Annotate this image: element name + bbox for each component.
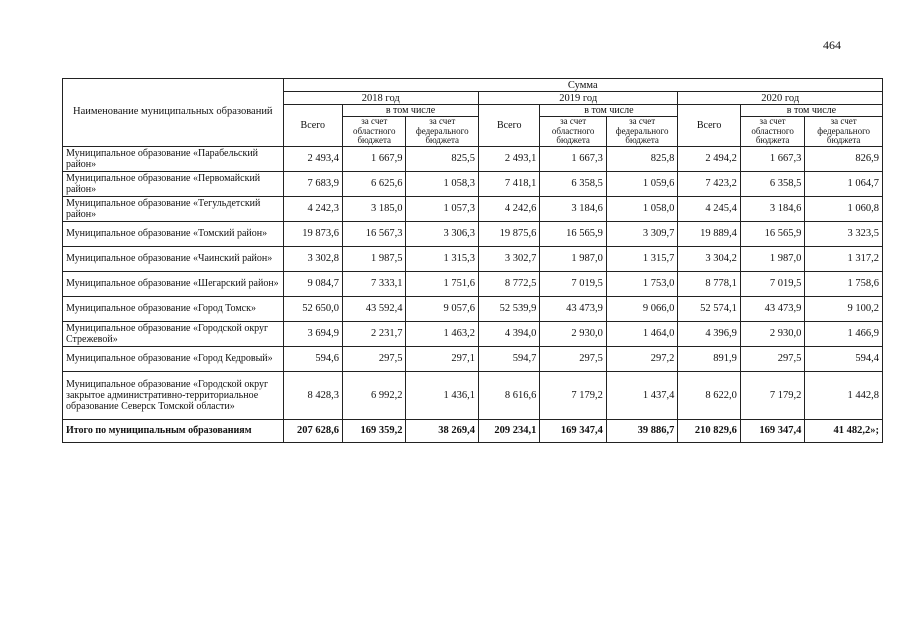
cell-2018-regional: 43 592,4 bbox=[343, 296, 406, 321]
cell-2018-regional: 1 987,5 bbox=[343, 246, 406, 271]
cell-2020-regional: 1 987,0 bbox=[740, 246, 804, 271]
cell-2019-total: 52 539,9 bbox=[478, 296, 539, 321]
cell-2018-federal: 1 436,1 bbox=[406, 371, 479, 419]
cell-2020-total: 8 778,1 bbox=[678, 271, 740, 296]
total-2018-regional: 169 359,2 bbox=[343, 419, 406, 442]
cell-2019-total: 2 493,1 bbox=[478, 146, 539, 171]
cell-2020-total: 52 574,1 bbox=[678, 296, 740, 321]
including-header: в том числе bbox=[740, 105, 882, 117]
municipality-name: Муниципальное образование «Чаинский район» bbox=[63, 246, 284, 271]
cell-2019-total: 4 394,0 bbox=[478, 321, 539, 346]
table-row bbox=[63, 146, 883, 171]
cell-2019-total: 8 616,6 bbox=[478, 371, 539, 419]
cell-2019-regional: 43 473,9 bbox=[540, 296, 606, 321]
cell-2018-federal: 1 058,3 bbox=[406, 171, 479, 196]
total-2018-total: 207 628,6 bbox=[283, 419, 342, 442]
cell-2019-total: 3 302,7 bbox=[478, 246, 539, 271]
total-header: Всего bbox=[283, 105, 342, 147]
cell-2020-regional: 7 179,2 bbox=[740, 371, 804, 419]
cell-2020-regional: 7 019,5 bbox=[740, 271, 804, 296]
cell-2019-regional: 7 179,2 bbox=[540, 371, 606, 419]
cell-2020-regional: 43 473,9 bbox=[740, 296, 804, 321]
cell-2018-total: 594,6 bbox=[283, 346, 342, 371]
including-header: в том числе bbox=[540, 105, 678, 117]
cell-2018-regional: 6 992,2 bbox=[343, 371, 406, 419]
cell-2019-regional: 1 667,3 bbox=[540, 146, 606, 171]
cell-2018-federal: 3 306,3 bbox=[406, 221, 479, 246]
budget-table bbox=[62, 78, 883, 443]
cell-2020-federal: 1 442,8 bbox=[805, 371, 883, 419]
federal-budget-header: за счет федерального бюджета bbox=[606, 117, 678, 147]
page-number: 464 bbox=[823, 38, 841, 52]
cell-2020-federal: 1 060,8 bbox=[805, 196, 883, 221]
cell-2020-regional: 1 667,3 bbox=[740, 146, 804, 171]
regional-budget-header: за счет областного бюджета bbox=[343, 117, 406, 147]
municipality-name: Муниципальное образование «Первомайский район» bbox=[63, 171, 284, 196]
cell-2019-regional: 6 358,5 bbox=[540, 171, 606, 196]
cell-2020-regional: 3 184,6 bbox=[740, 196, 804, 221]
cell-2018-total: 9 084,7 bbox=[283, 271, 342, 296]
municipality-name: Муниципальное образование «Городской округ Стрежевой» bbox=[63, 321, 284, 346]
total-row bbox=[63, 419, 883, 442]
total-header: Всего bbox=[678, 105, 740, 147]
cell-2020-federal: 1 317,2 bbox=[805, 246, 883, 271]
cell-2019-federal: 297,2 bbox=[606, 346, 678, 371]
cell-2018-federal: 1 057,3 bbox=[406, 196, 479, 221]
cell-2020-regional: 297,5 bbox=[740, 346, 804, 371]
table-row bbox=[63, 221, 883, 246]
cell-2020-regional: 16 565,9 bbox=[740, 221, 804, 246]
cell-2019-federal: 3 309,7 bbox=[606, 221, 678, 246]
table-row bbox=[63, 321, 883, 346]
cell-2019-regional: 297,5 bbox=[540, 346, 606, 371]
cell-2018-total: 3 302,8 bbox=[283, 246, 342, 271]
cell-2018-total: 4 242,3 bbox=[283, 196, 342, 221]
cell-2019-total: 7 418,1 bbox=[478, 171, 539, 196]
cell-2020-total: 3 304,2 bbox=[678, 246, 740, 271]
total-2020-regional: 169 347,4 bbox=[740, 419, 804, 442]
table-row bbox=[63, 196, 883, 221]
cell-2018-regional: 1 667,9 bbox=[343, 146, 406, 171]
cell-2019-federal: 1 464,0 bbox=[606, 321, 678, 346]
municipality-name: Муниципальное образование «Шегарский район» bbox=[63, 271, 284, 296]
municipality-name: Муниципальное образование «Город Томск» bbox=[63, 296, 284, 321]
cell-2019-regional: 3 184,6 bbox=[540, 196, 606, 221]
municipality-name: Муниципальное образование «Парабельский район» bbox=[63, 146, 284, 171]
table-row bbox=[63, 346, 883, 371]
cell-2018-regional: 297,5 bbox=[343, 346, 406, 371]
cell-2019-total: 594,7 bbox=[478, 346, 539, 371]
cell-2020-total: 891,9 bbox=[678, 346, 740, 371]
cell-2018-total: 19 873,6 bbox=[283, 221, 342, 246]
cell-2019-federal: 1 437,4 bbox=[606, 371, 678, 419]
municipality-name: Муниципальное образование «Городской округ закрытое административно-территориальное образование Северск Томской области» bbox=[63, 371, 284, 419]
cell-2018-federal: 9 057,6 bbox=[406, 296, 479, 321]
cell-2020-total: 2 494,2 bbox=[678, 146, 740, 171]
cell-2018-regional: 7 333,1 bbox=[343, 271, 406, 296]
cell-2018-regional: 2 231,7 bbox=[343, 321, 406, 346]
cell-2019-total: 8 772,5 bbox=[478, 271, 539, 296]
cell-2020-federal: 1 466,9 bbox=[805, 321, 883, 346]
total-2020-federal: 41 482,2»; bbox=[805, 419, 883, 442]
cell-2020-federal: 1 758,6 bbox=[805, 271, 883, 296]
cell-2019-total: 4 242,6 bbox=[478, 196, 539, 221]
total-2019-total: 209 234,1 bbox=[478, 419, 539, 442]
cell-2020-regional: 6 358,5 bbox=[740, 171, 804, 196]
year-header-2020: 2020 год bbox=[678, 92, 883, 105]
table-row bbox=[63, 296, 883, 321]
regional-budget-header: за счет областного бюджета bbox=[740, 117, 804, 147]
municipality-name: Муниципальное образование «Томский район» bbox=[63, 221, 284, 246]
municipality-name: Муниципальное образование «Город Кедровый» bbox=[63, 346, 284, 371]
cell-2019-federal: 1 059,6 bbox=[606, 171, 678, 196]
cell-2019-regional: 1 987,0 bbox=[540, 246, 606, 271]
cell-2019-regional: 16 565,9 bbox=[540, 221, 606, 246]
cell-2020-total: 4 396,9 bbox=[678, 321, 740, 346]
cell-2020-federal: 826,9 bbox=[805, 146, 883, 171]
municipality-name: Муниципальное образование «Тегульдетский район» bbox=[63, 196, 284, 221]
cell-2020-total: 8 622,0 bbox=[678, 371, 740, 419]
cell-2020-regional: 2 930,0 bbox=[740, 321, 804, 346]
table-row bbox=[63, 371, 883, 419]
cell-2020-total: 19 889,4 bbox=[678, 221, 740, 246]
cell-2019-federal: 1 058,0 bbox=[606, 196, 678, 221]
year-header-2018: 2018 год bbox=[283, 92, 478, 105]
cell-2019-federal: 1 753,0 bbox=[606, 271, 678, 296]
table-row bbox=[63, 271, 883, 296]
column-header-name: Наименование муниципальных образований bbox=[63, 79, 284, 147]
cell-2018-total: 2 493,4 bbox=[283, 146, 342, 171]
year-header-2019: 2019 год bbox=[478, 92, 677, 105]
cell-2018-federal: 297,1 bbox=[406, 346, 479, 371]
federal-budget-header: за счет федерального бюджета bbox=[805, 117, 883, 147]
cell-2018-regional: 3 185,0 bbox=[343, 196, 406, 221]
cell-2018-total: 3 694,9 bbox=[283, 321, 342, 346]
table-row bbox=[63, 246, 883, 271]
cell-2018-regional: 16 567,3 bbox=[343, 221, 406, 246]
cell-2018-total: 52 650,0 bbox=[283, 296, 342, 321]
cell-2018-total: 8 428,3 bbox=[283, 371, 342, 419]
total-header: Всего bbox=[478, 105, 539, 147]
cell-2019-regional: 2 930,0 bbox=[540, 321, 606, 346]
column-header-sum: Сумма bbox=[283, 79, 882, 92]
cell-2018-federal: 1 463,2 bbox=[406, 321, 479, 346]
table-row bbox=[63, 171, 883, 196]
cell-2020-federal: 594,4 bbox=[805, 346, 883, 371]
total-2019-regional: 169 347,4 bbox=[540, 419, 606, 442]
cell-2018-total: 7 683,9 bbox=[283, 171, 342, 196]
total-2018-federal: 38 269,4 bbox=[406, 419, 479, 442]
cell-2019-federal: 9 066,0 bbox=[606, 296, 678, 321]
cell-2018-regional: 6 625,6 bbox=[343, 171, 406, 196]
total-2019-federal: 39 886,7 bbox=[606, 419, 678, 442]
cell-2019-federal: 1 315,7 bbox=[606, 246, 678, 271]
cell-2018-federal: 1 315,3 bbox=[406, 246, 479, 271]
cell-2018-federal: 1 751,6 bbox=[406, 271, 479, 296]
cell-2020-total: 7 423,2 bbox=[678, 171, 740, 196]
cell-2020-federal: 9 100,2 bbox=[805, 296, 883, 321]
including-header: в том числе bbox=[343, 105, 479, 117]
federal-budget-header: за счет федерального бюджета bbox=[406, 117, 479, 147]
cell-2020-federal: 1 064,7 bbox=[805, 171, 883, 196]
cell-2020-total: 4 245,4 bbox=[678, 196, 740, 221]
cell-2019-regional: 7 019,5 bbox=[540, 271, 606, 296]
cell-2019-total: 19 875,6 bbox=[478, 221, 539, 246]
regional-budget-header: за счет областного бюджета bbox=[540, 117, 606, 147]
total-2020-total: 210 829,6 bbox=[678, 419, 740, 442]
cell-2020-federal: 3 323,5 bbox=[805, 221, 883, 246]
cell-2018-federal: 825,5 bbox=[406, 146, 479, 171]
total-row-label: Итого по муниципальным образованиям bbox=[63, 419, 284, 442]
cell-2019-federal: 825,8 bbox=[606, 146, 678, 171]
